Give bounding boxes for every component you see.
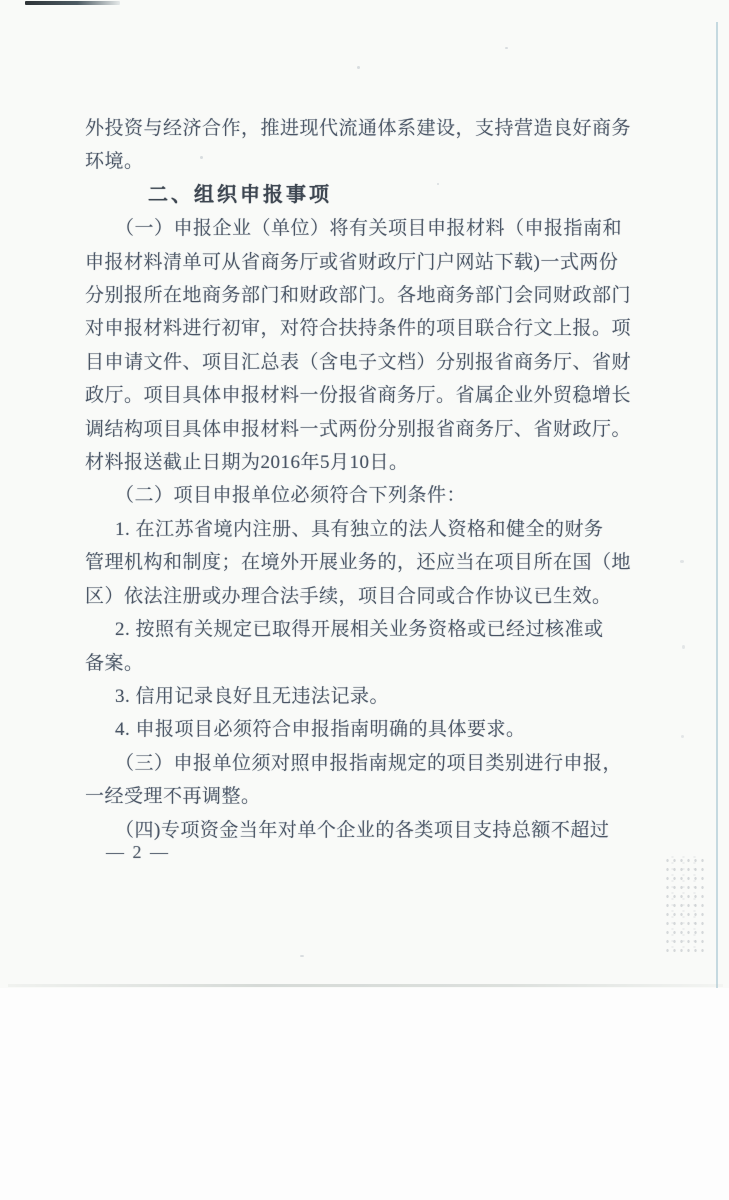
text-line: 材料报送截止日期为2016年5月10日。: [85, 452, 409, 474]
text-line: 备案。: [85, 652, 144, 674]
text-line: 4. 申报项目必须符合申报指南明确的具体要求。: [115, 719, 526, 741]
text-line: 分别报所在地商务部门和财政部门。各地商务部门会同财政部门: [85, 285, 632, 307]
scan-edge-line: [716, 22, 718, 988]
scan-speck: [357, 66, 360, 69]
scan-artifact-top-line: [25, 1, 120, 5]
text-line: 一经受理不再调整。: [85, 786, 261, 808]
text-line: 外投资与经济合作，推进现代流通体系建设，支持营造良好商务: [85, 118, 632, 139]
scan-speck: [681, 735, 684, 738]
text-line: 政厅。项目具体申报材料一份报省商务厅。省属企业外贸稳增长: [85, 385, 632, 407]
text-line: （一）申报企业（单位）将有关项目申报材料（申报指南和: [115, 218, 623, 240]
text-line: 区）依法注册或办理合法手续，项目合同或合作协议已生效。: [85, 585, 612, 607]
text-line: 管理机构和制度；在境外开展业务的，还应当在项目所在国（地: [85, 552, 632, 574]
scan-noise-patch: [664, 856, 704, 952]
document-body: [85, 112, 637, 847]
scan-speck: [300, 955, 304, 957]
scan-speck: [682, 645, 685, 649]
text-line: 环境。: [85, 151, 144, 173]
text-line: 1. 在江苏省境内注册、具有独立的法人资格和健全的财务: [115, 518, 604, 540]
text-line: 2. 按照有关规定已取得开展相关业务资格或已经过核准或: [115, 619, 604, 641]
text-line: 3. 信用记录良好且无违法记录。: [115, 685, 390, 707]
text-line: 调结构项目具体申报材料一式两份分别报省商务厅、省财政厅。: [85, 418, 632, 440]
scan-background: [0, 988, 729, 1200]
text-line: 目申请文件、项目汇总表（含电子文档）分别报省商务厅、省财: [85, 351, 632, 373]
scan-speck: [505, 47, 508, 49]
paper-bottom-edge: [8, 984, 723, 987]
text-line: （二）项目申报单位必须符合下列条件：: [115, 485, 467, 507]
scan-speck: [680, 560, 684, 563]
text-line: （四)专项资金当年对单个企业的各类项目支持总额不超过: [115, 819, 610, 841]
text-line: 对申报材料进行初审，对符合扶持条件的项目联合行文上报。项: [85, 318, 632, 340]
text-line: （三）申报单位须对照申报指南规定的项目类别进行申报，: [115, 752, 623, 774]
text-line: 申报材料清单可从省商务厅或省财政厅门户网站下载)一式两份: [85, 251, 619, 273]
section-heading: 二、组织申报事项: [148, 183, 332, 206]
page-number: — 2 —: [106, 842, 170, 862]
